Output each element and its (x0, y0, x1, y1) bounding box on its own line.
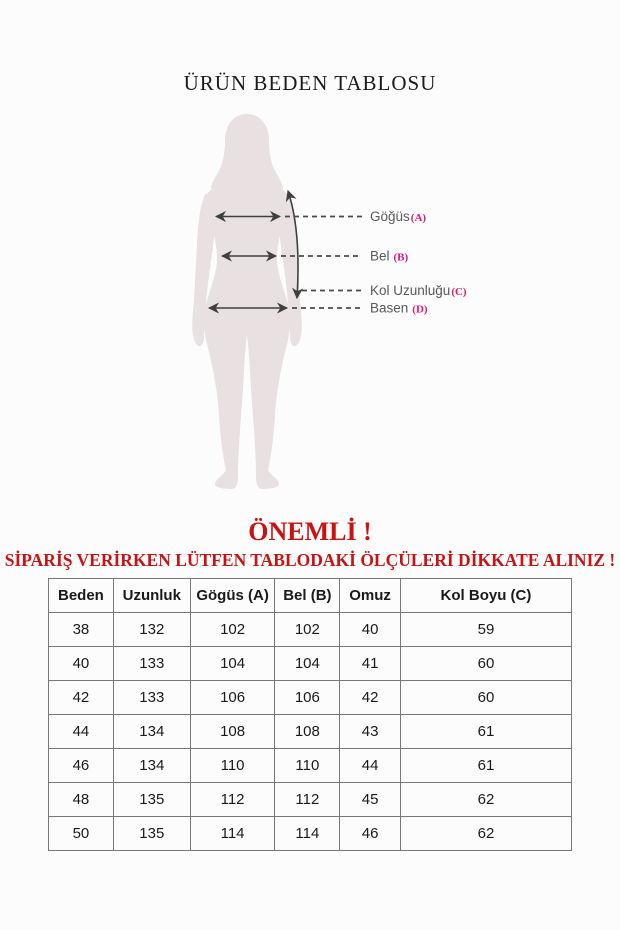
size-cell: 110 (190, 748, 275, 782)
column-header: Omuz (340, 578, 401, 612)
column-header: Kol Boyu (C) (400, 578, 571, 612)
silhouette-torso-legs (203, 179, 290, 489)
size-cell: 46 (340, 816, 401, 850)
size-table-row (49, 680, 572, 714)
size-cell: 135 (113, 782, 190, 816)
size-chart-page (0, 73, 620, 930)
size-cell: 41 (340, 646, 401, 680)
size-table-row (49, 816, 572, 850)
page-title: ÜRÜN BEDEN TABLOSU (183, 71, 437, 95)
size-cell: 50 (49, 816, 114, 850)
size-cell: 104 (190, 646, 275, 680)
hip-label-letter: (D) (412, 303, 428, 316)
chest-label-letter: (A) (410, 212, 427, 224)
size-cell: 106 (190, 680, 275, 714)
size-cell: 108 (190, 714, 275, 748)
size-table-row (49, 612, 572, 646)
size-cell: 61 (400, 714, 571, 748)
size-cell: 102 (190, 612, 275, 646)
size-cell: 44 (49, 714, 114, 748)
size-cell: 60 (400, 646, 571, 680)
size-cell: 135 (113, 816, 190, 850)
column-header: Bel (B) (275, 578, 340, 612)
size-cell: 45 (340, 782, 401, 816)
female-silhouette (192, 114, 302, 489)
size-cell: 133 (113, 646, 190, 680)
size-table-body (49, 612, 572, 850)
arm-length-label-letter: (C) (451, 286, 467, 298)
size-cell: 104 (275, 646, 340, 680)
size-cell: 59 (400, 612, 571, 646)
size-cell: 46 (49, 748, 114, 782)
hip-label (370, 301, 428, 316)
column-header: Gögüs (A) (190, 578, 275, 612)
size-cell: 62 (400, 816, 571, 850)
important-heading: ÖNEMLİ ! (248, 517, 372, 546)
size-cell: 38 (49, 612, 114, 646)
important-subheading: SİPARİŞ VERİRKEN LÜTFEN TABLODAKİ ÖLÇÜLERİ DİKKATE ALINIZ ! (4, 549, 616, 570)
size-cell: 133 (113, 680, 190, 714)
size-table-row (49, 646, 572, 680)
size-cell: 108 (275, 714, 340, 748)
size-cell: 110 (275, 748, 340, 782)
arm-length-label (370, 283, 467, 298)
column-header: Beden (49, 578, 114, 612)
size-table-header-row (49, 578, 572, 612)
size-cell: 112 (275, 782, 340, 816)
chest-label-text: Göğüs (370, 209, 410, 224)
size-cell: 134 (113, 748, 190, 782)
size-cell: 132 (113, 612, 190, 646)
size-cell: 48 (49, 782, 114, 816)
size-cell: 42 (49, 680, 114, 714)
arm-length-label-text: Kol Uzunluğu (370, 283, 451, 298)
size-cell: 61 (400, 748, 571, 782)
size-cell: 134 (113, 714, 190, 748)
size-cell: 42 (340, 680, 401, 714)
column-header: Uzunluk (113, 578, 190, 612)
size-cell: 40 (49, 646, 114, 680)
size-table (48, 578, 572, 851)
silhouette-head-hair (211, 114, 283, 189)
waist-label-text: Bel (370, 248, 390, 264)
waist-label-letter: (B) (393, 251, 409, 264)
size-cell: 43 (340, 714, 401, 748)
size-table-row (49, 748, 572, 782)
size-cell: 60 (400, 680, 571, 714)
size-cell: 44 (340, 748, 401, 782)
size-cell: 62 (400, 782, 571, 816)
size-cell: 114 (275, 816, 340, 850)
size-cell: 40 (340, 612, 401, 646)
size-cell: 112 (190, 782, 275, 816)
size-cell: 102 (275, 612, 340, 646)
waist-label (370, 249, 409, 264)
size-cell: 114 (190, 816, 275, 850)
measurement-diagram (0, 100, 620, 500)
size-table-row (49, 714, 572, 748)
body-measurement-figure (0, 100, 620, 500)
size-table-row (49, 782, 572, 816)
hip-label-text: Basen (370, 300, 409, 316)
size-table-header (49, 578, 572, 612)
chest-label (370, 209, 426, 224)
size-cell: 106 (275, 680, 340, 714)
